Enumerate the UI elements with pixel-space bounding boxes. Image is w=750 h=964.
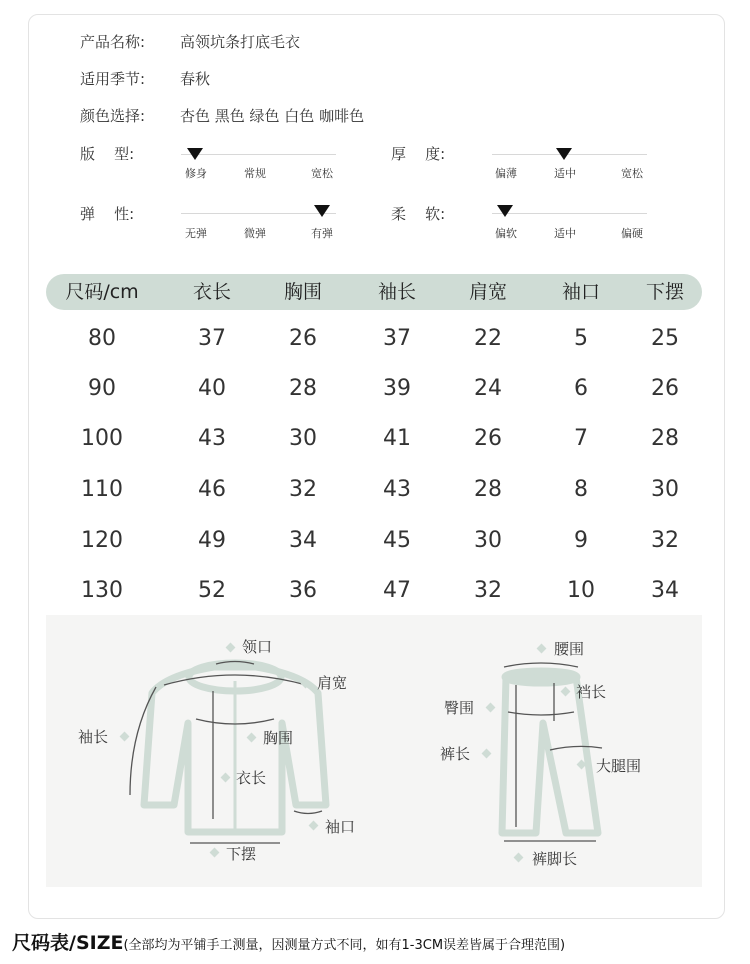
hip-arrow [508, 712, 574, 715]
color-row [80, 105, 364, 126]
table-cell: 41 [383, 426, 411, 451]
thigh-arrow [550, 746, 602, 750]
table-cell: 30 [289, 426, 317, 451]
softness-scale-label: 柔 软: [391, 205, 446, 223]
season-value: 春秋 [180, 70, 211, 88]
table-cell: 25 [651, 326, 679, 351]
table-size-cell: 120 [81, 528, 123, 553]
table-cell: 46 [198, 477, 226, 502]
table-size-cell: 80 [88, 326, 116, 351]
label-cuff: 袖口 [325, 818, 356, 836]
table-cell: 9 [574, 528, 588, 553]
season-label: 适用季节: [80, 70, 146, 88]
thickness-tick-3: 宽松 [621, 167, 643, 180]
table-cell: 45 [383, 528, 411, 553]
size-table-header [46, 274, 702, 310]
label-thigh: 大腿围 [596, 757, 642, 775]
table-cell: 30 [651, 477, 679, 502]
table-size-cell: 130 [81, 578, 123, 603]
cuff-bullet-icon [309, 821, 319, 831]
elasticity-tick-2: 微弹 [244, 227, 266, 240]
table-cell: 22 [474, 326, 502, 351]
thickness-marker-icon [556, 148, 572, 160]
chest-bullet-icon [247, 733, 257, 743]
thickness-scale-label: 厚 度: [391, 145, 446, 163]
label-hip: 臀围 [444, 699, 475, 717]
elasticity-marker-icon [314, 205, 330, 217]
table-cell: 28 [651, 426, 679, 451]
size-chart-footer [12, 928, 565, 955]
table-header-cell: 衣长 [192, 281, 232, 303]
table-cell: 32 [289, 477, 317, 502]
table-cell: 36 [289, 578, 317, 603]
thickness-tick-1: 偏薄 [495, 167, 517, 180]
table-cell: 26 [651, 376, 679, 401]
table-cell: 8 [574, 477, 588, 502]
softness-tick-2: 适中 [554, 227, 576, 240]
label-chest: 胸围 [263, 729, 294, 747]
leg-opening-bullet-icon [514, 853, 524, 863]
color-label: 颜色选择: [80, 107, 146, 125]
table-cell: 34 [651, 578, 679, 603]
table-cell: 5 [574, 326, 588, 351]
softness-tick-1: 偏软 [495, 227, 517, 240]
label-shoulder: 肩宽 [317, 674, 348, 692]
waist-arrow [504, 663, 578, 667]
softness-track [492, 213, 647, 214]
elasticity-track [181, 213, 336, 214]
table-size-cell: 100 [81, 426, 123, 451]
fit-tick-1: 修身 [185, 167, 207, 180]
table-header-cell: 袖口 [561, 281, 601, 303]
table-header-cell: 下摆 [645, 281, 685, 303]
table-cell: 32 [474, 578, 502, 603]
fit-tick-3: 宽松 [311, 167, 333, 180]
season-row [80, 68, 210, 89]
table-cell: 28 [289, 376, 317, 401]
table-cell: 26 [474, 426, 502, 451]
label-pants-length: 裤长 [440, 745, 471, 763]
table-cell: 39 [383, 376, 411, 401]
color-value: 杏色 黑色 绿色 白色 咖啡色 [180, 107, 365, 125]
table-cell: 7 [574, 426, 588, 451]
waist-bullet-icon [537, 644, 547, 654]
table-cell: 28 [474, 477, 502, 502]
table-cell: 37 [198, 326, 226, 351]
elasticity-tick-3: 有弹 [311, 227, 333, 240]
label-hem: 下摆 [226, 845, 257, 863]
fit-scale-label: 版 型: [80, 145, 135, 163]
table-header-cell: 肩宽 [468, 281, 508, 303]
label-waist: 腰围 [554, 640, 585, 658]
label-leg-opening: 裤脚长 [532, 850, 578, 868]
thickness-tick-2: 适中 [554, 167, 576, 180]
table-cell: 26 [289, 326, 317, 351]
elasticity-tick-1: 无弹 [185, 227, 207, 240]
softness-marker-icon [497, 205, 513, 217]
table-cell: 10 [567, 578, 595, 603]
crotch-bullet-icon [561, 687, 571, 697]
table-cell: 30 [474, 528, 502, 553]
fit-marker-icon [187, 148, 203, 160]
table-cell: 52 [198, 578, 226, 603]
measurement-diagram [46, 615, 702, 887]
table-cell: 6 [574, 376, 588, 401]
product-name-row [80, 31, 300, 52]
table-header-cell: 袖长 [377, 281, 417, 303]
table-cell: 37 [383, 326, 411, 351]
table-header-cell: 尺码/cm [65, 281, 139, 303]
table-cell: 32 [651, 528, 679, 553]
table-size-cell: 110 [81, 477, 123, 502]
table-cell: 24 [474, 376, 502, 401]
table-cell: 43 [383, 477, 411, 502]
table-cell: 47 [383, 578, 411, 603]
footer-title: 尺码表/SIZE [12, 932, 124, 954]
label-crotch: 裆长 [576, 683, 607, 701]
collar-bullet-icon [226, 643, 236, 653]
table-size-cell: 90 [88, 376, 116, 401]
fit-tick-2: 常规 [244, 167, 266, 180]
elasticity-scale-label: 弹 性: [80, 205, 135, 223]
table-cell: 49 [198, 528, 226, 553]
cuff-arrow [294, 811, 322, 814]
product-name-label: 产品名称: [80, 33, 146, 51]
footer-note: (全部均为平铺手工测量，因测量方式不同，如有1-3CM误差皆属于合理范围) [123, 938, 566, 953]
product-name-value: 高领坑条打底毛衣 [180, 33, 301, 51]
table-cell: 34 [289, 528, 317, 553]
hem-bullet-icon [210, 848, 220, 858]
hip-bullet-icon [486, 703, 496, 713]
sleeve-bullet-icon [120, 732, 130, 742]
label-collar: 领口 [242, 638, 273, 656]
label-sleeve: 袖长 [78, 728, 109, 746]
table-cell: 43 [198, 426, 226, 451]
length-bullet-icon [221, 773, 231, 783]
table-cell: 40 [198, 376, 226, 401]
label-length: 衣长 [236, 769, 267, 787]
softness-tick-3: 偏硬 [621, 227, 643, 240]
pants-length-bullet-icon [482, 749, 492, 759]
table-header-cell: 胸围 [283, 281, 323, 303]
fit-track [181, 154, 336, 155]
